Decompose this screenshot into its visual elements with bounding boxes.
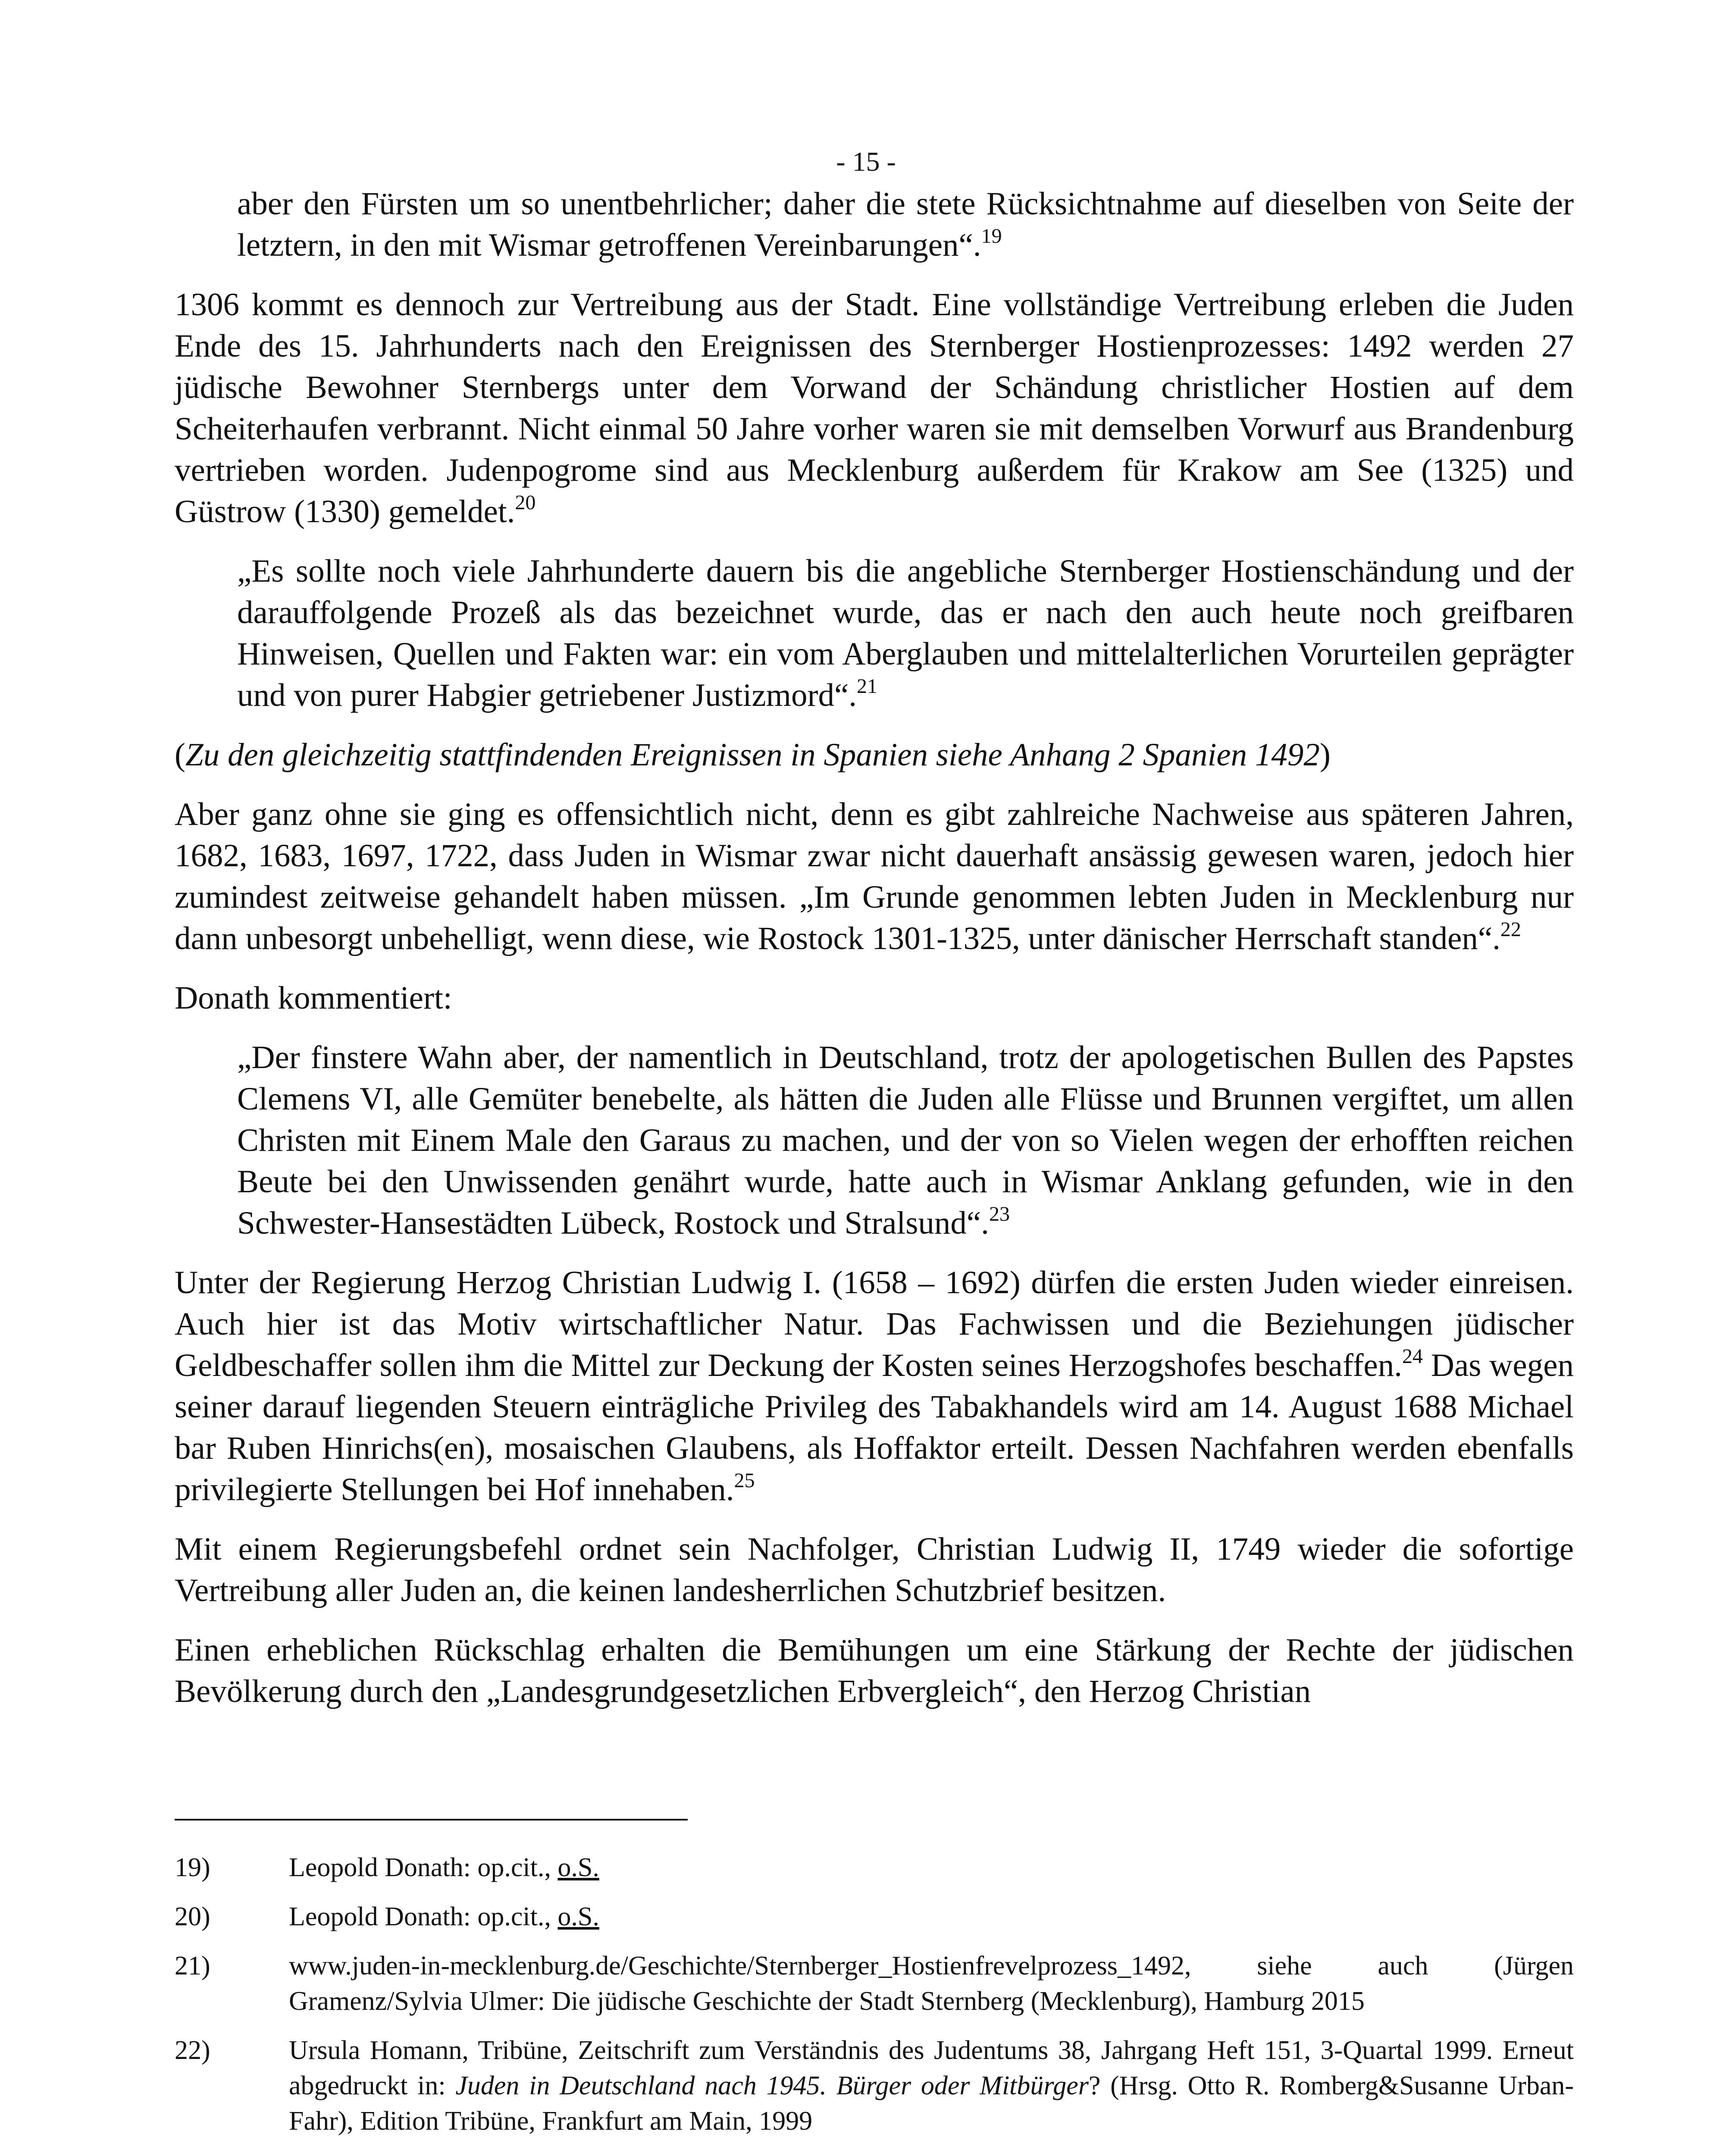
paragraph: 1306 kommt es dennoch zur Vertreibung aus der Stadt. Eine vollständige Vertreibung erleben die Juden Ende des 15. Jahrhunderts nach den Ereignissen des Sternberger Hostienprozesses: 1492 werden 27 jüdische Bewohner Sternbergs unter dem Vorwand der Schändung christlicher Hostien auf dem Scheiterhaufen verbrannt. Nicht einmal 50 Jahre vorher waren sie mit demselben Vorwurf aus Brandenburg vertrieben worden. Judenpogrome sind aus Mecklenburg außerdem für Krakow am See (1325) und Güstrow (1330) gemeldet.$^{20}$ (175, 287, 1574, 530)
paragraph-cross-reference: (Zu den gleichzeitig stattfindenden Ereignissen in Spanien siehe Anhang 2 Spanien 1492) (175, 737, 1331, 773)
footnote-ref[interactable]: 20 (515, 491, 536, 514)
paragraph: Donath kommentiert: (175, 980, 452, 1016)
paragraph: Einen erheblichen Rückschlag erhalten die Bemühungen um eine Stärkung der Rechte der jüdischen Bevölkerung durch den „Landesgrundgesetzlichen Erbvergleich“, den Herzog Christian (175, 1632, 1574, 1709)
paragraph: Mit einem Regierungsbefehl ordnet sein Nachfolger, Christian Ludwig II, 1749 wieder die sofortige Vertreibung aller Juden an, die keinen landesherrlichen Schutzbrief besitzen. (175, 1531, 1574, 1608)
footnote: 22) Ursula Homann, Tribüne, Zeitschrift zum Verständnis des Judentums 38, Jahrgang Heft 151, 3-Quartal 1999. Erneut abgedruckt in: Juden in Deutschland nach 1945. Bürger oder Mitbürger? (Hrsg. Otto R. Romberg&Susanne Urban-Fahr), Edition Tribüne, Frankfurt am Main, 1999 (175, 2036, 1574, 2136)
footnote-ref[interactable]: 25 (734, 1469, 755, 1492)
footnote-link[interactable]: o.S. (557, 1853, 599, 1882)
footnote: 20) Leopold Donath: op.cit., o.S. (175, 1902, 599, 1931)
footnote-ref[interactable]: 19 (981, 225, 1002, 248)
footnote: 21) www.juden-in-mecklenburg.de/Geschichte/Sternberger_Hostienfrevelprozess_1492, siehe auch (Jürgen Gramenz/Sylvia Ulmer: Die jüdische Geschichte der Stadt Sternberg (Mecklenburg), Hamburg 2015 (175, 1951, 1574, 2016)
footnote: 19) Leopold Donath: op.cit., o.S. (175, 1853, 599, 1882)
page-body (175, 183, 1574, 1730)
paragraph: Aber ganz ohne sie ging es offensichtlich nicht, denn es gibt zahlreiche Nachweise aus späteren Jahren, 1682, 1683, 1697, 1722, dass Juden in Wismar zwar nicht dauerhaft ansässig gewesen waren, jedoch hier zumindest zeitweise gehandelt haben müssen. „Im Grunde genommen lebten Juden in Mecklenburg nur dann unbesorgt unbehelligt, wenn diese, wie Rostock 1301-1325, unter dänischer Herrschaft standen“.$^{22}$ (175, 796, 1574, 956)
footnote-link[interactable]: o.S. (557, 1902, 599, 1931)
footnotes (175, 1850, 1574, 2156)
paragraph: Unter der Regierung Herzog Christian Ludwig I. (1658 – 1692) dürfen die ersten Juden wieder einreisen. Auch hier ist das Motiv wirtschaftlicher Natur. Das Fachwissen und die Beziehungen jüdischer Geldbeschaffer sollen ihm die Mittel zur Deckung der Kosten seines Herzogshofes beschaffen.$^{24}$ Das wegen seiner darauf liegenden Steuern einträgliche Privileg des Tabakhandels wird am 14. August 1688 Michael bar Ruben Hinrichs(en), mosaischen Glaubens, als Hoffaktor erteilt. Dessen Nachfahren werden ebenfalls privilegierte Stellungen bei Hof innehaben.$^{25}$ (175, 1265, 1574, 1507)
page-number: - 15 - (836, 146, 896, 177)
block-quote-continuation: aber den Fürsten um so unentbehrlicher; daher die stete Rücksichtnahme auf dieselben von Seite der letztern, in den mit Wismar getroffenen Vereinbarungen“.$^{19}$ (237, 186, 1574, 263)
footnote-divider (175, 1819, 688, 1821)
cross-reference-text: Zu den gleichzeitig stattfindenden Ereignissen in Spanien siehe Anhang 2 Spanien 1492 (185, 737, 1320, 773)
footnote-ref[interactable]: 24 (1402, 1345, 1423, 1368)
footnote-ref[interactable]: 22 (1500, 918, 1521, 941)
footnote (175, 2153, 1574, 2156)
book-title: Juden in Deutschland nach 1945. Bürger oder Mitbürger (455, 2071, 1089, 2100)
block-quote: „Der finstere Wahn aber, der namentlich in Deutschland, trotz der apologetischen Bullen des Papstes Clemens VI, alle Gemüter benebelte, als hätten die Juden alle Flüsse und Brunnen vergiftet, um allen Christen mit Einem Male den Garaus zu machen, und der von so Vielen wegen der erhofften reichen Beute bei den Unwissenden genährt wurde, hatte auch in Wismar Anklang gefunden, wie in den Schwester-Hansestädten Lübeck, Rostock und Stralsund“.$^{23}$ (237, 1040, 1574, 1241)
footnote-ref[interactable]: 23 (989, 1203, 1010, 1225)
block-quote: „Es sollte noch viele Jahrhunderte dauern bis die angebliche Sternberger Hostienschändung und der darauffolgende Prozeß als das bezeichnet wurde, das er nach den auch heute noch greifbaren Hinweisen, Quellen und Fakten war: ein vom Aberglauben und mittelalterlichen Vorurteilen geprägter und von purer Habgier getriebener Justizmord“.$^{21}$ (237, 553, 1574, 713)
footnote-ref[interactable]: 21 (857, 675, 878, 698)
